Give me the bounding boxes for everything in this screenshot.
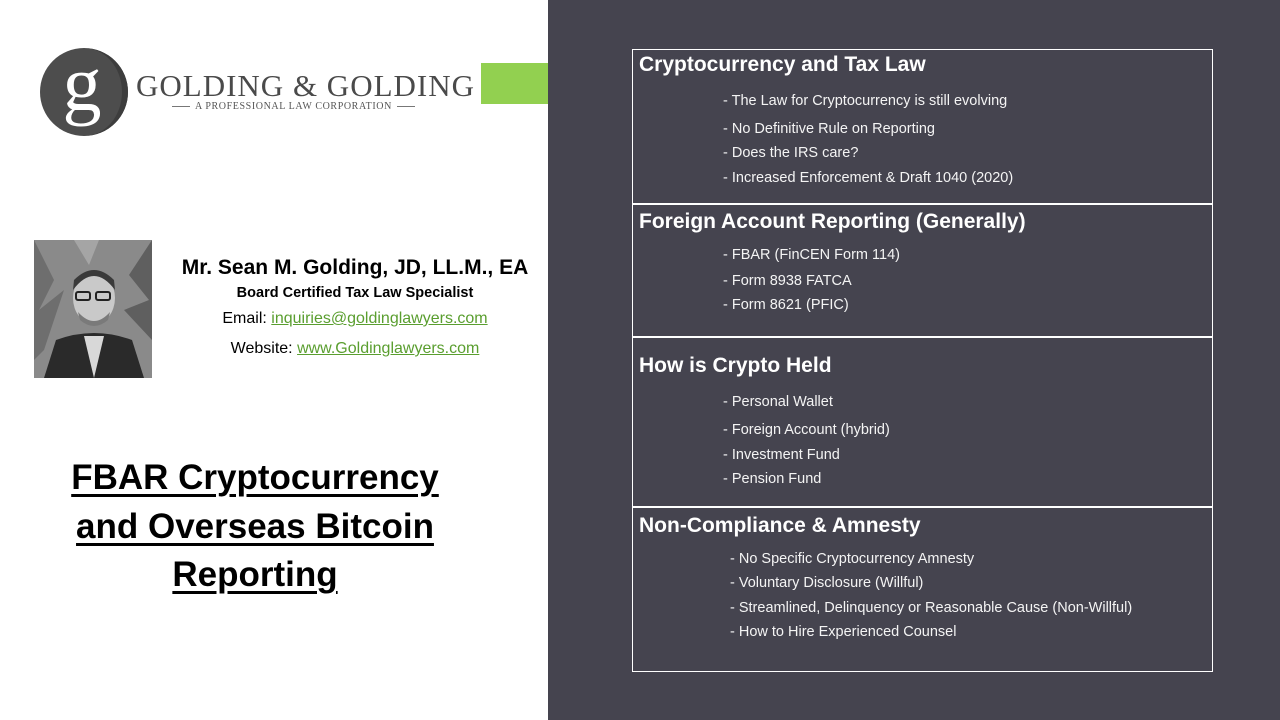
- golding-logo-icon: [38, 48, 130, 136]
- left-panel: [0, 0, 548, 720]
- website-label: Website:: [230, 340, 293, 357]
- section-heading: Non-Compliance & Amnesty: [639, 514, 921, 537]
- section-heading: Cryptocurrency and Tax Law: [639, 53, 926, 76]
- logo-name: GOLDING & GOLDING: [136, 68, 476, 103]
- section-heading: Foreign Account Reporting (Generally): [639, 210, 1026, 233]
- attorney-title: Board Certified Tax Law Specialist: [236, 285, 474, 301]
- section-heading: How is Crypto Held: [639, 354, 832, 377]
- email-line: [170, 304, 540, 334]
- list-item: - Pension Fund: [723, 471, 822, 487]
- list-item: - How to Hire Experienced Counsel: [730, 624, 957, 640]
- list-item: - Form 8938 FATCA: [723, 273, 852, 289]
- list-item: - Investment Fund: [723, 447, 840, 463]
- section-crypto-tax-law: [632, 49, 1213, 205]
- main-title-line-1: FBAR Cryptocurrency: [71, 458, 439, 497]
- list-item: - No Specific Cryptocurrency Amnesty: [730, 551, 975, 567]
- list-item: - Personal Wallet: [723, 394, 833, 410]
- list-item: - The Law for Cryptocurrency is still evolving: [723, 93, 1008, 109]
- attorney-photo: [34, 240, 152, 378]
- list-item: - Does the IRS care?: [723, 145, 859, 161]
- list-item: - Increased Enforcement & Draft 1040 (2020): [723, 170, 1014, 186]
- attorney-name: Mr. Sean M. Golding, JD, LL.M., EA: [181, 256, 529, 279]
- logo-tagline: [172, 101, 415, 112]
- website-link[interactable]: www.Goldinglawyers.com: [297, 340, 480, 357]
- section-non-compliance-amnesty: [632, 506, 1213, 672]
- email-label: Email:: [222, 310, 267, 327]
- website-line: [170, 334, 540, 364]
- list-item: - Form 8621 (PFIC): [723, 297, 849, 313]
- tagline-divider-left: [172, 106, 190, 107]
- bio-block: [170, 254, 540, 364]
- list-item: - No Definitive Rule on Reporting: [723, 121, 935, 137]
- list-item: - Streamlined, Delinquency or Reasonable Cause (Non-Willful): [730, 600, 1133, 616]
- section-how-crypto-held: [632, 336, 1213, 508]
- logo-tagline-text: A PROFESSIONAL LAW CORPORATION: [195, 101, 392, 112]
- svg-text:g: g: [62, 48, 102, 127]
- email-link[interactable]: inquiries@goldinglawyers.com: [271, 310, 488, 327]
- section-foreign-account-reporting: [632, 203, 1213, 338]
- list-item: - Foreign Account (hybrid): [723, 422, 890, 438]
- tagline-divider-right: [397, 106, 415, 107]
- list-item: - Voluntary Disclosure (Willful): [730, 575, 924, 591]
- main-title-line-3: Reporting: [172, 555, 338, 594]
- list-item: - FBAR (FinCEN Form 114): [723, 247, 900, 263]
- main-title-line-2: and Overseas Bitcoin: [76, 506, 434, 546]
- main-title: [50, 454, 460, 600]
